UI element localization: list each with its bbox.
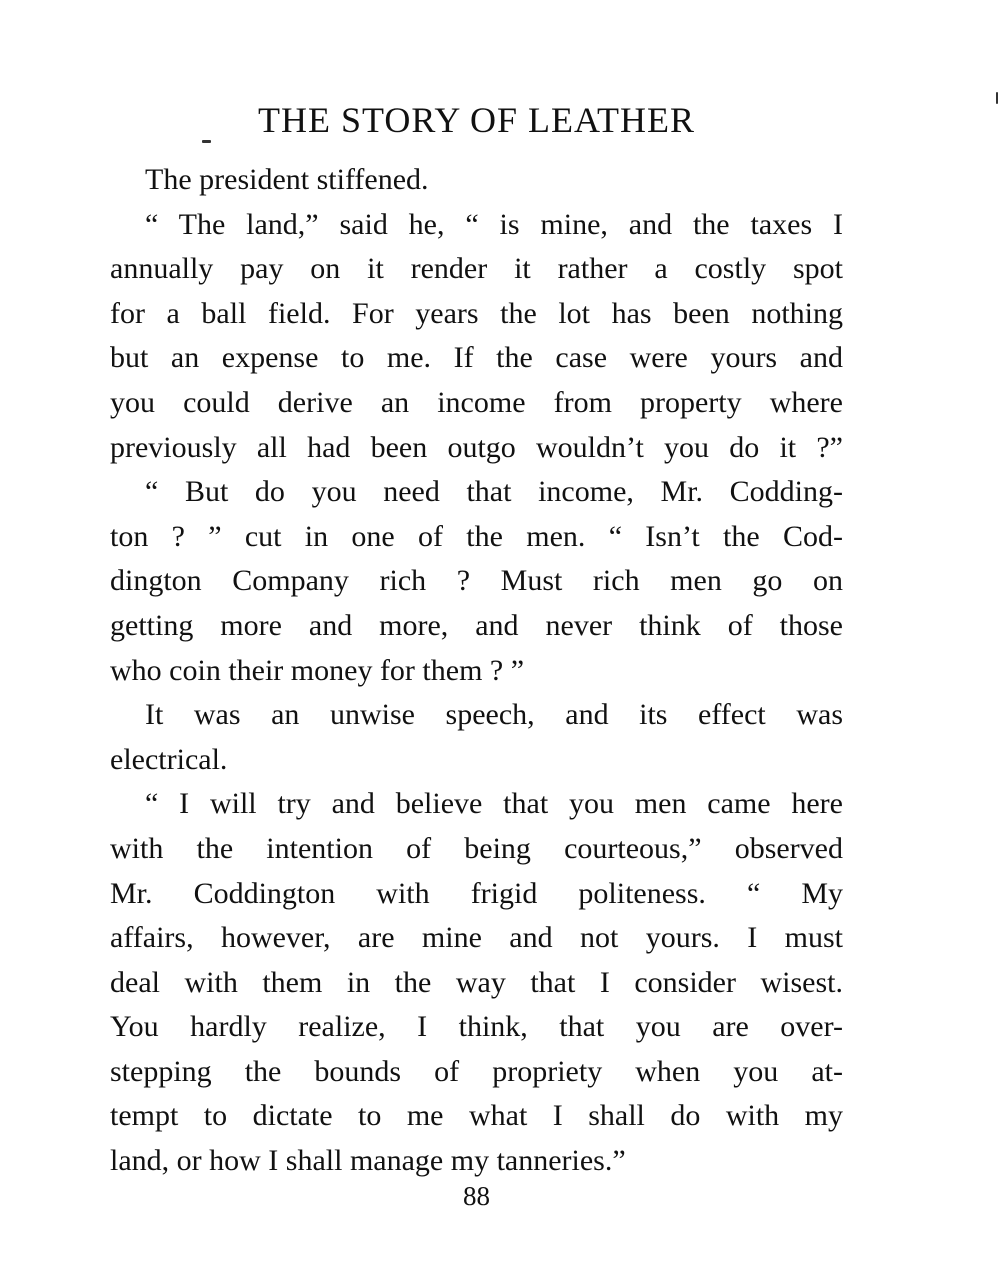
text-line: annually pay on it render it rather a costly spot [110,252,843,286]
running-head: THE STORY OF LEATHER [257,100,696,140]
text-line: deal with them in the way that I consider wisest. [110,965,843,999]
text-line: electrical. [110,742,228,776]
text-line: land, or how I shall manage my tanneries.” [110,1144,626,1178]
text-line: “ The land,” said he, “ is mine, and the taxes I [145,207,843,241]
text-line: ton ? ” cut in one of the men. “ Isn’t the Cod- [110,519,843,553]
text-line: “ I will try and believe that you men came here [145,787,843,821]
text-line: for a ball field. For years the lot has been nothing [110,296,843,330]
scan-speck [996,92,998,104]
text-line: who coin their money for them ? ” [110,653,525,687]
text-line: dington Company rich ? Must rich men go on [110,564,843,598]
text-line: The president stiffened. [145,163,429,196]
text-line: previously all had been outgo wouldn’t you do it ?” [110,430,843,464]
text-line: Mr. Coddington with frigid politeness. “ My [110,876,843,910]
text-line: but an expense to me. If the case were yours and [110,341,843,375]
body-text [110,158,843,1184]
text-line: You hardly realize, I think, that you are over- [110,1010,843,1044]
text-line: tempt to dictate to me what I shall do with my [110,1099,843,1133]
text-line: It was an unwise speech, and its effect was [145,698,843,732]
text-line: stepping the bounds of propriety when you at- [110,1054,843,1088]
scan-speck [202,140,211,143]
page-number: 88 [463,1181,490,1211]
text-line: you could derive an income from property where [110,385,843,419]
text-line: affairs, however, are mine and not yours. I must [110,921,843,955]
text-line: getting more and more, and never think of those [110,608,843,642]
text-line: “ But do you need that income, Mr. Codding- [145,475,843,509]
text-line: with the intention of being courteous,” observed [110,831,843,865]
